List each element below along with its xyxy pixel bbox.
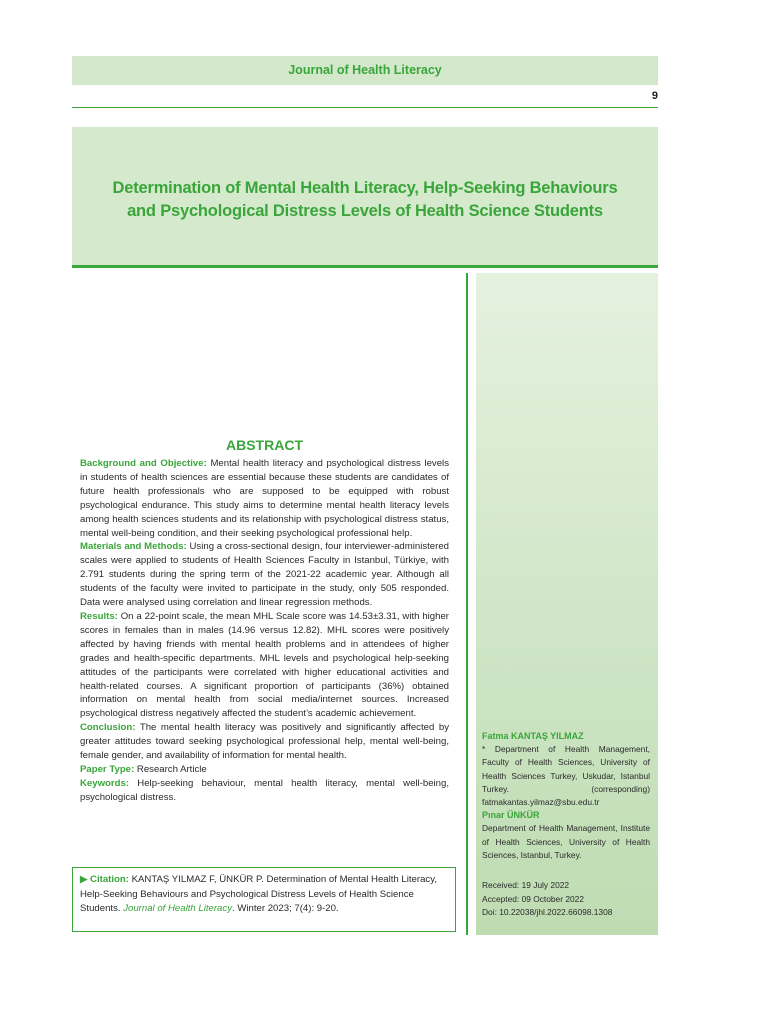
author-info [482, 730, 650, 862]
title-divider [72, 265, 658, 268]
keywords-text: Help-seeking behaviour, mental health literacy, mental well-being, psychological distress. [80, 777, 449, 803]
author-affiliation-1: * Department of Health Management, Faculty of Health Sciences, University of Health Sciences Turkey, Uskudar, Istanbul Turkey. (corresponding) fatmakantas.yilmaz@sbu.edu.tr [482, 744, 650, 808]
article-title-line-1: Determination of Mental Health Literacy, Help-Seeking Behaviours [112, 179, 618, 197]
article-dates [482, 879, 652, 920]
citation-label: Citation: [87, 874, 129, 885]
conclusion-label: Conclusion: [80, 722, 136, 734]
journal-name: Journal of Health Literacy [288, 63, 442, 77]
page-number: 9 [651, 90, 658, 102]
citation-journal: Journal of Health Literacy [123, 903, 232, 914]
title-band [72, 127, 658, 265]
abstract-section [80, 436, 449, 805]
column-divider [466, 273, 468, 935]
abstract-background [80, 457, 449, 540]
paper-type-text: Research Article [134, 763, 207, 775]
received-date: Received: 19 July 2022 [482, 880, 570, 890]
citation-box [72, 867, 456, 932]
results-label: Results: [80, 610, 118, 622]
accepted-date: Accepted: 09 October 2022 [482, 893, 584, 904]
header-divider [72, 107, 658, 108]
author-name-1: Fatma KANTAŞ YILMAZ [482, 731, 584, 741]
citation-text [80, 873, 449, 917]
citation-arrow-icon: ▶ [80, 874, 88, 885]
article-title [72, 177, 658, 223]
conclusion-text: The mental health literacy was positively and significantly affected by greater attitudes toward seeking psychological professional help, mental well-being, female gender, and availability of information for mental health. [80, 722, 449, 762]
abstract-keywords [80, 777, 449, 805]
author-affiliation-2: Department of Health Management, Institute of Health Sciences, University of Health Sciences, Istanbul, Turkey. [482, 823, 650, 860]
methods-text: Using a cross-sectional design, four interviewer-administered scales were applied to students of Health Sciences Faculty in Istanbul, Türkiye, with 2.791 students during the spring term of the 2021-22 academic year. Although all students of the faculty were invited to participate in the study, only 505 responded. Data were analysed using correlation and linear regression methods. [80, 541, 449, 609]
doi-text: Doi: 10.22038/jhl.2022.66098.1308 [482, 907, 613, 917]
keywords-label: Keywords: [80, 777, 130, 789]
article-title-line-2: and Psychological Distress Levels of Health Science Students [127, 202, 603, 220]
results-text: On a 22-point scale, the mean MHL Scale score was 14.53±3.31, with higher scores in females than in males (14.96 versus 12.82). MHL scores were positively affected by having friends with mental health problems and in attendees of higher grades and health-specific departments. MHL levels and psychological help-seeking attitudes of the participants were correlated with higher educational activities and health-related courses. A significant proportion of participants (36%) obtained information on mental health from social media/internet sources. Increased psychological distress negatively affected the student’s academic achievement. [80, 610, 449, 720]
citation-body: KANTAŞ YILMAZ F, ÜNKÜR P. Determination of Mental Health Literacy, Help-Seeking Behaviours and Psychological Distress Levels of Health Science Students. [80, 874, 437, 914]
background-label: Background and Objective: [80, 458, 207, 469]
methods-label: Materials and Methods: [80, 541, 187, 553]
journal-header-band [72, 56, 658, 85]
abstract-paper-type [80, 763, 449, 777]
abstract-heading: ABSTRACT [226, 437, 303, 453]
abstract-methods [80, 540, 449, 610]
citation-volume: . Winter 2023; 7(4): 9-20. [232, 903, 339, 914]
abstract-results [80, 610, 449, 721]
author-name-2: Pınar ÜNKÜR [482, 810, 540, 821]
abstract-conclusion [80, 721, 449, 763]
background-text: Mental health literacy and psychological distress levels in students of health sciences are essential because these students are candidates of future health professionals who are supposed to be equipped with robust psychological endurance. This study aims to determine mental health literacy levels among health sciences students and its relationship with psychological distress status, mental well-being condition, and their seeking psychological professional help. [80, 458, 449, 539]
paper-type-label: Paper Type: [80, 763, 135, 775]
